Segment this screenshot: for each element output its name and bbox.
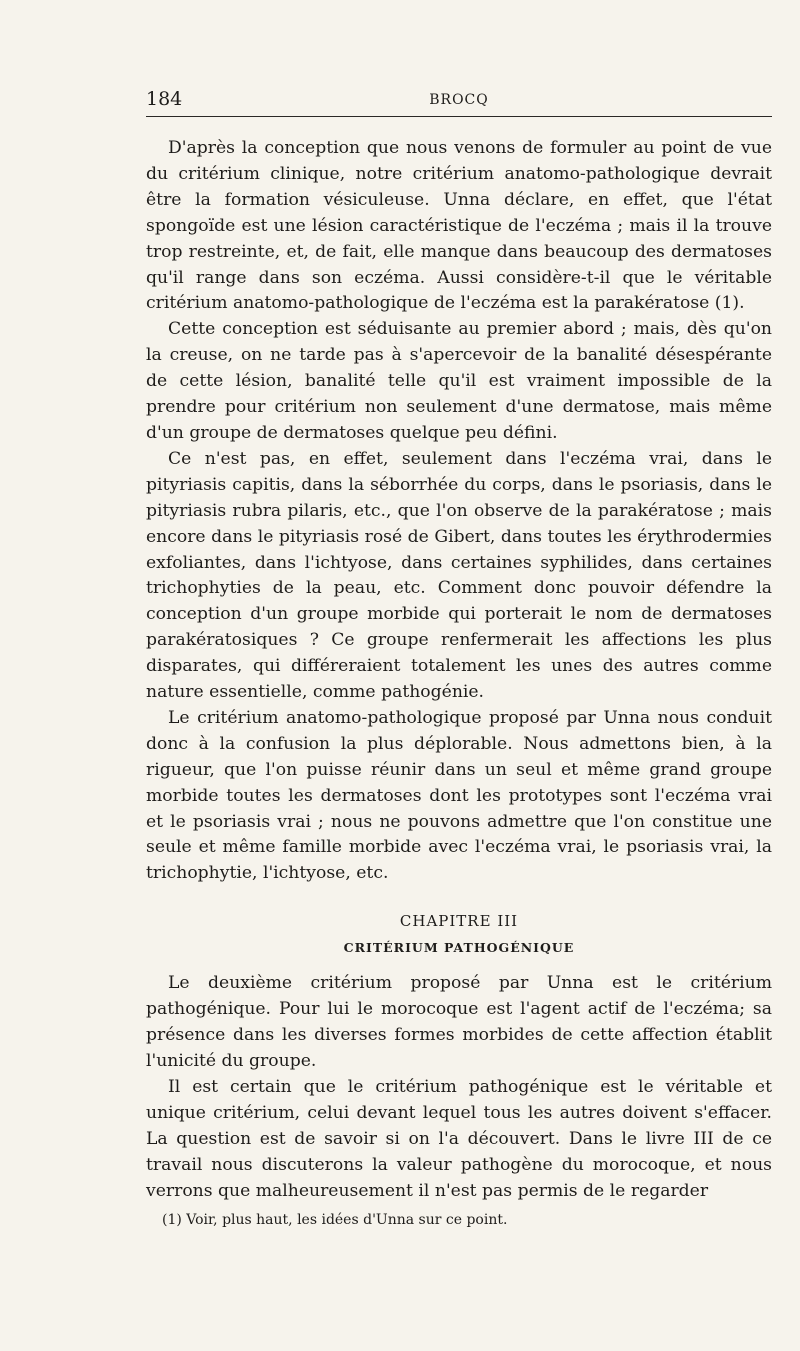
running-head: BROCQ <box>429 92 489 108</box>
page-header <box>146 86 772 117</box>
section-title: CRITÉRIUM PATHOGÉNIQUE <box>343 940 575 956</box>
page-number: 184 <box>146 88 183 110</box>
paragraph: Il est certain que le critérium pathogénique est le véritable et unique critérium, celui devant lequel tous les autres doivent s'effacer. La question est de savoir si on l'a découvert. Dans le livre III de ce travail nous discuterons la valeur pathogène du morocoque, et nous verrons que malheureusement il n'est pas permis de le regarder <box>146 1076 772 1201</box>
footnote: (1) Voir, plus haut, les idées d'Unna sur ce point. <box>162 1212 508 1228</box>
paragraph: Cette conception est séduisante au premier abord ; mais, dès qu'on la creuse, on ne tarde pas à s'apercevoir de la banalité désespérante de cette lésion, banalité telle qu'il est vraiment impossible de la prendre pour critérium non seulement d'une dermatose, mais même d'un groupe de dermatoses quelque peu défini. <box>146 319 772 443</box>
body-text <box>146 136 772 1204</box>
paragraph: Le critérium anatomo-pathologique proposé par Unna nous conduit donc à la confusion la plus déplorable. Nous admettons bien, à la rigueur, que l'on puisse réunir dans un seul et même grand groupe morbide toutes les dermatoses dont les prototypes sont l'eczéma vrai et le psoriasis vrai ; nous ne pouvons admettre que l'on constitue une seule et même famille morbide avec l'eczéma vrai, le psoriasis vrai, la trichophytie, l'ichtyose, etc. <box>146 707 772 884</box>
chapter-title: CHAPITRE III <box>399 912 519 931</box>
paragraph: Ce n'est pas, en effet, seulement dans l'eczéma vrai, dans le pityriasis capitis, dans la séborrhée du corps, dans le psoriasis, dans le pityriasis rubra pilaris, etc., que l'on observe de la parakératose ; mais encore dans le pityriasis rosé de Gibert, dans toutes les érythrodermies exfoliantes, dans l'ichtyose, dans certaines syphilides, dans certaines trichophyties de la peau, etc. Comment donc pouvoir défendre la conception d'un groupe morbide qui porterait le nom de dermatoses parakératosiques ? Ce groupe renfermerait les affections les plus disparates, qui différeraient totalement les unes des autres comme nature essentielle, comme pathogénie. <box>146 448 772 703</box>
paragraph: Le deuxième critérium proposé par Unna est le critérium pathogénique. Pour lui le morocoque est l'agent actif de l'eczéma; sa présence dans les diverses formes morbides de cette affection établit l'unicité du groupe. <box>146 973 772 1071</box>
paragraph: D'après la conception que nous venons de formuler au point de vue du critérium clinique, notre critérium anatomo-pathologique devrait être la formation vésiculeuse. Unna déclare, en effet, que l'état spongoïde est une lésion caractéristique de l'eczéma ; mais il la trouve trop restreinte, et, de fait, elle manque dans beaucoup des dermatoses qu'il range dans son eczéma. Aussi considère-t-il que le véritable critérium anatomo-pathologique de l'eczéma est la parakératose (1). <box>146 138 772 314</box>
